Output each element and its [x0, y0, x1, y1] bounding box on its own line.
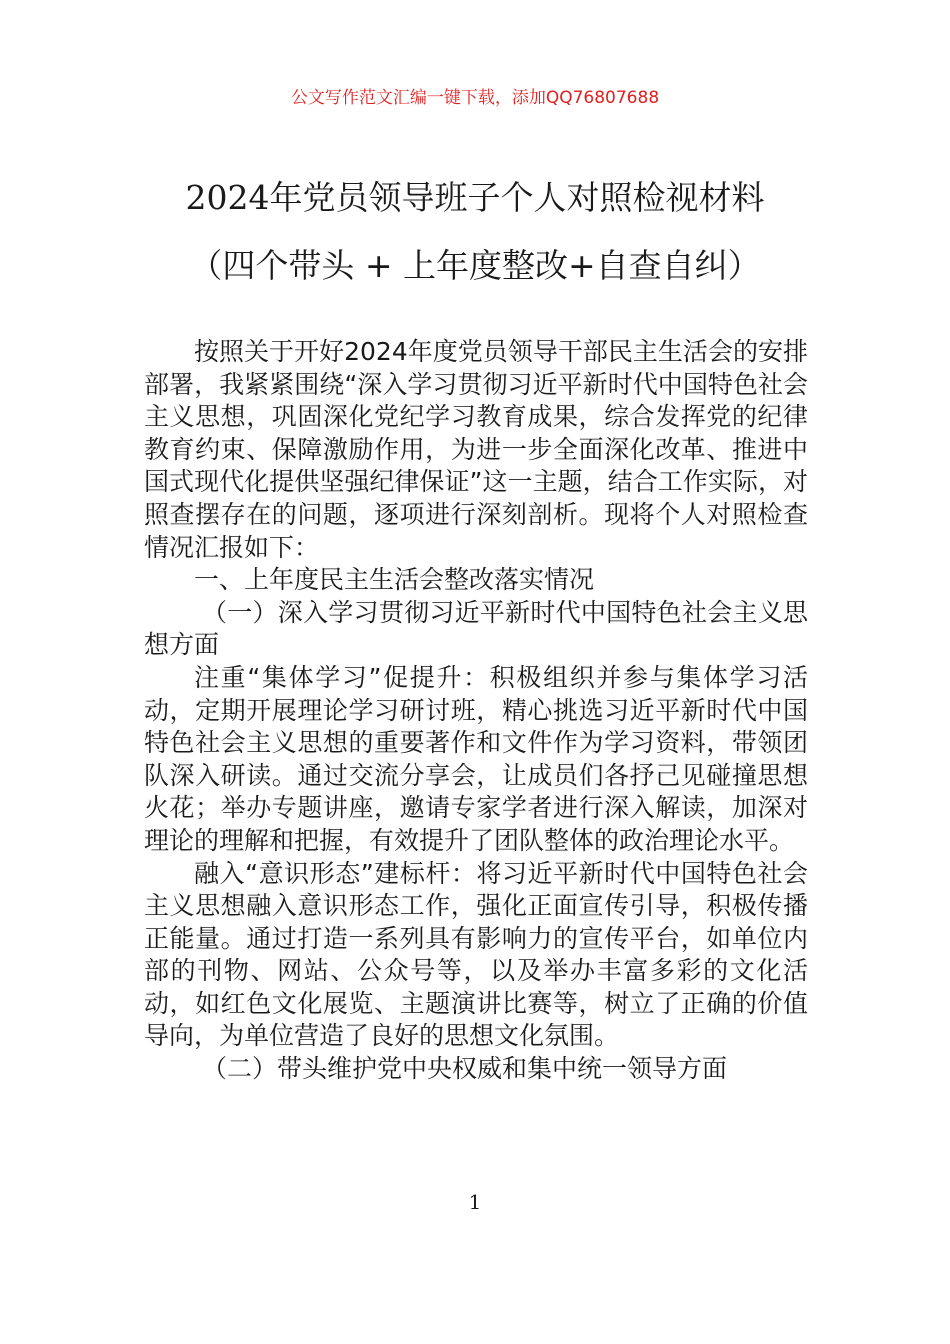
- document-body: [144, 336, 808, 1086]
- header-note: 公文写作范文汇编一键下载，添加QQ76807688: [290, 88, 660, 108]
- subsection-heading-2: （二）带头维护党中央权威和集中统一领导方面: [202, 1054, 728, 1084]
- document-title-line1: 2024年党员领导班子个人对照检视材料: [185, 178, 765, 217]
- page-number: 1: [468, 1190, 482, 1214]
- paragraph-collective-study: 注重“集体学习”促提升：积极组织并参与集体学习活动，定期开展理论学习研讨班，精心挑选习近平新时代中国特色社会主义思想的重要著作和文件作为学习资料，带领团队深入研读。通过交流分享会，让成员们各抒己见碰撞思想火花；举办专题讲座，邀请专家学者进行深入解读，加深对理论的理解和把握，有效提升了团队整体的政治理论水平。: [144, 662, 808, 855]
- section-heading-1: 一、上年度民主生活会整改落实情况: [194, 565, 595, 595]
- subsection-heading-1: （一）深入学习贯彻习近平新时代中国特色社会主义思想方面: [144, 597, 808, 660]
- paragraph-ideology: 融入“意识形态”建标杆：将习近平新时代中国特色社会主义思想融入意识形态工作，强化正面宣传引导，积极传播正能量。通过打造一系列具有影响力的宣传平台，如单位内部的刊物、网站、公众号等，以及举办丰富多彩的文化活动，如红色文化展览、主题演讲比赛等，树立了正确的价值导向，为单位营造了良好的思想文化氛围。: [144, 858, 808, 1051]
- document-title-line2: （四个带头 + 上年度整改+自查自纠）: [189, 246, 761, 285]
- intro-paragraph: 按照关于开好2024年度党员领导干部民主生活会的安排部署，我紧紧围绕“深入学习贯彻习近平新时代中国特色社会主义思想，巩固深化党纪学习教育成果，综合发挥党的纪律教育约束、保障激励作用，为进一步全面深化改革、推进中国式现代化提供坚强纪律保证”这一主题，结合工作实际，对照查摆存在的问题，逐项进行深刻剖析。现将个人对照检查情况汇报如下：: [144, 337, 808, 562]
